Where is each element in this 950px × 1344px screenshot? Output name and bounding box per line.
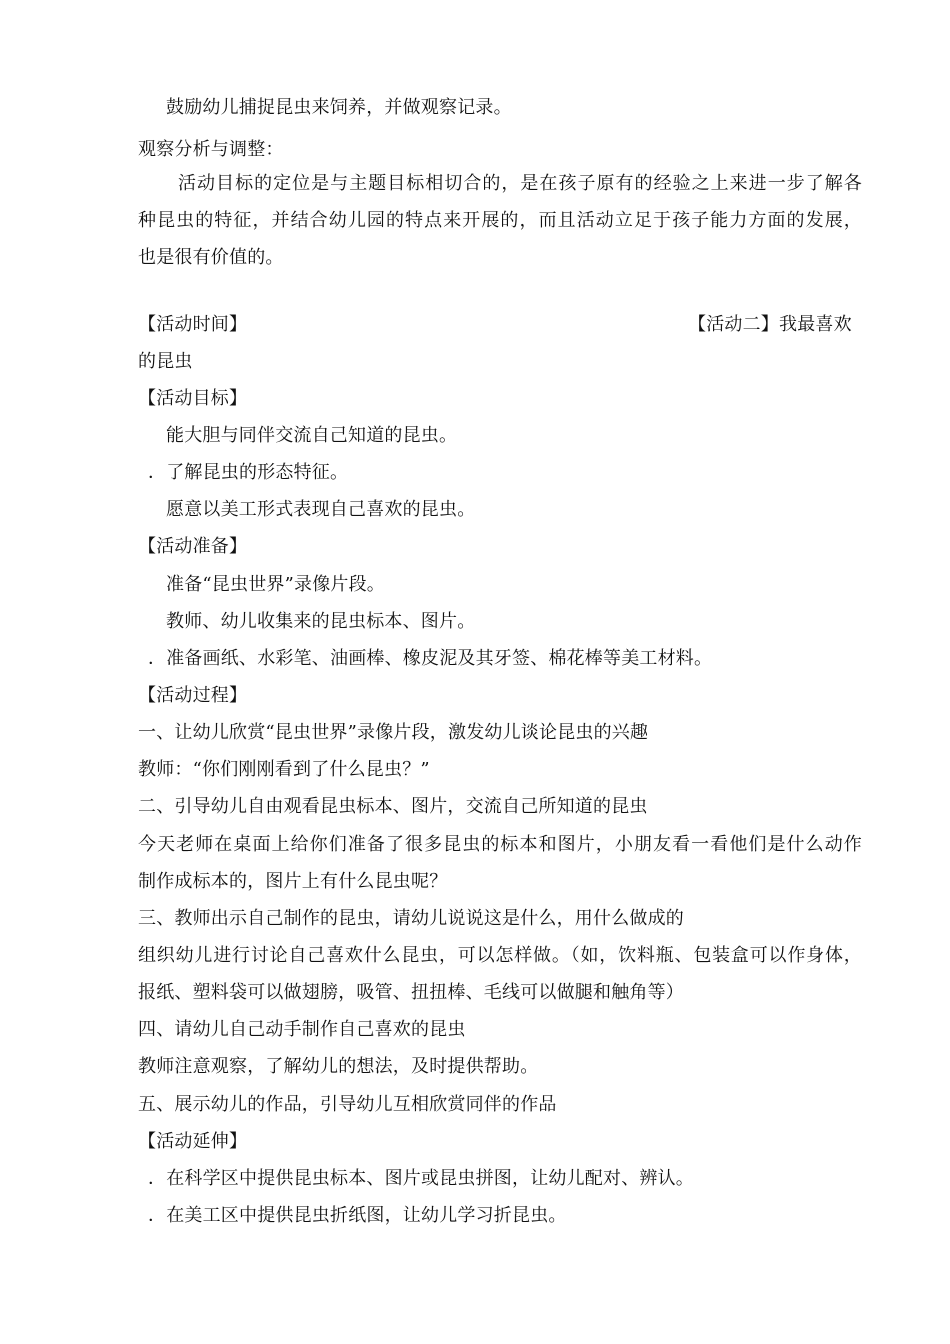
process-step: 四、请幼儿自己动手制作自己喜欢的昆虫 bbox=[138, 1019, 466, 1040]
process-step: 三、教师出示自己制作的昆虫，请幼儿说说这是什么，用什么做成的 bbox=[138, 908, 684, 929]
text-line: 鼓励幼儿捕捉昆虫来饲养，并做观察记录。 bbox=[166, 97, 512, 118]
process-text: 今天老师在桌面上给你们准备了很多昆虫的标本和图片，小朋友看一看他们是什么动作 bbox=[138, 834, 862, 855]
activity-extension-heading: 【活动延伸】 bbox=[138, 1131, 248, 1152]
process-step: 一、让幼儿欣赏“昆虫世界”录像片段，激发幼儿谈论昆虫的兴趣 bbox=[138, 722, 649, 743]
activity-title: 【活动二】我最喜欢 bbox=[688, 314, 852, 335]
activity-process-heading: 【活动过程】 bbox=[138, 685, 248, 706]
goal-item: ．了解昆虫的形态特征。 bbox=[148, 462, 349, 483]
process-text: 组织幼儿进行讨论自己喜欢什么昆虫，可以怎样做。（如，饮料瓶、包装盒可以作身体， bbox=[138, 945, 862, 966]
section-heading: 观察分析与调整： bbox=[138, 139, 284, 160]
extension-item: ．在科学区中提供昆虫标本、图片或昆虫拼图，让幼儿配对、辨认。 bbox=[148, 1168, 694, 1189]
extension-item: ．在美工区中提供昆虫折纸图，让幼儿学习折昆虫。 bbox=[148, 1205, 567, 1226]
process-text: 制作成标本的，图片上有什么昆虫呢？ bbox=[138, 871, 448, 892]
activity-time-heading: 【活动时间】 bbox=[138, 314, 248, 335]
goal-item: 愿意以美工形式表现自己喜欢的昆虫。 bbox=[166, 499, 476, 520]
process-text: 教师：“你们刚刚看到了什么昆虫？” bbox=[138, 759, 430, 780]
preparation-item: 准备“昆虫世界”录像片段。 bbox=[166, 574, 386, 595]
process-step: 二、引导幼儿自由观看昆虫标本、图片，交流自己所知道的昆虫 bbox=[138, 796, 648, 817]
paragraph-line: 也是很有价值的。 bbox=[138, 247, 284, 268]
process-text: 报纸、塑料袋可以做翅膀，吸管、扭扭棒、毛线可以做腿和触角等） bbox=[138, 982, 684, 1003]
process-step: 五、展示幼儿的作品，引导幼儿互相欣赏同伴的作品 bbox=[138, 1094, 557, 1115]
preparation-item: ．准备画纸、水彩笔、油画棒、橡皮泥及其牙签、棉花棒等美工材料。 bbox=[148, 648, 713, 669]
activity-title-continued: 的昆虫 bbox=[138, 351, 193, 372]
activity-preparation-heading: 【活动准备】 bbox=[138, 536, 248, 557]
process-text: 教师注意观察，了解幼儿的想法，及时提供帮助。 bbox=[138, 1056, 539, 1077]
preparation-item: 教师、幼儿收集来的昆虫标本、图片。 bbox=[166, 611, 476, 632]
paragraph-line: 种昆虫的特征，并结合幼儿园的特点来开展的，而且活动立足于孩子能力方面的发展， bbox=[138, 210, 862, 231]
goal-item: 能大胆与同伴交流自己知道的昆虫。 bbox=[166, 425, 458, 446]
paragraph-line: 活动目标的定位是与主题目标相切合的，是在孩子原有的经验之上来进一步了解各 bbox=[178, 173, 862, 194]
activity-goals-heading: 【活动目标】 bbox=[138, 388, 248, 409]
